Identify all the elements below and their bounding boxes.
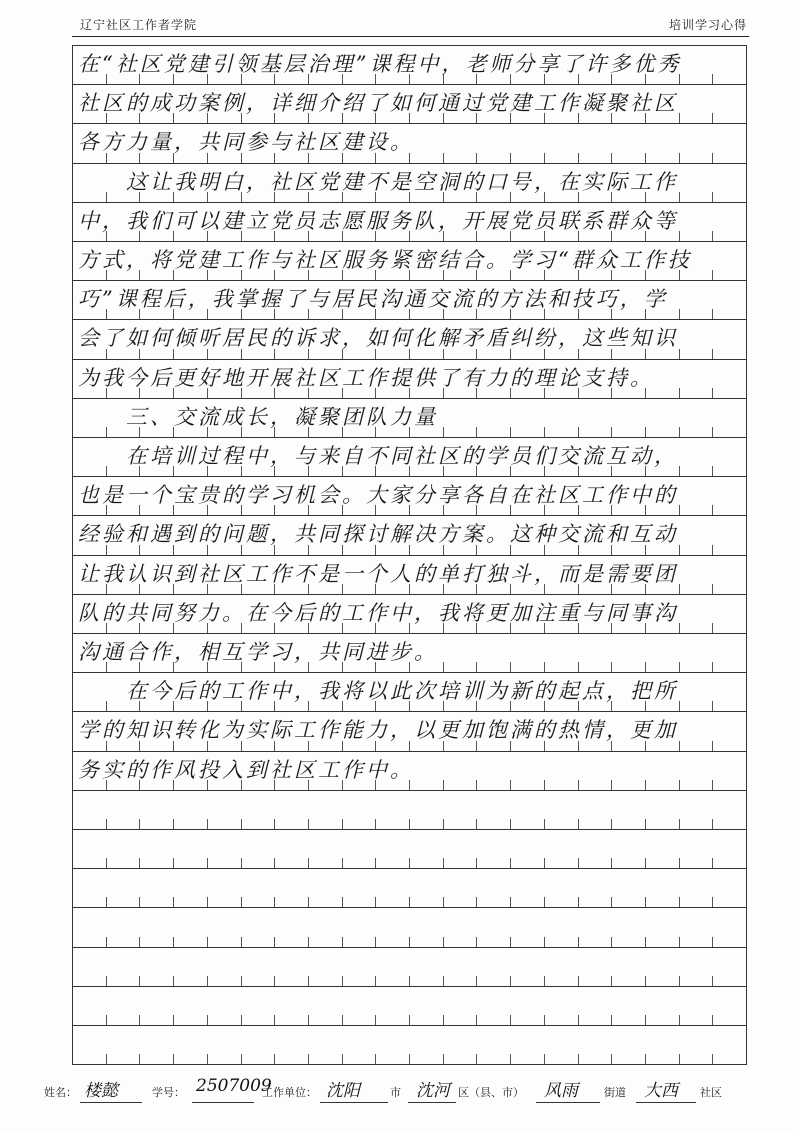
handwritten-line bbox=[78, 868, 742, 907]
community-label: 社区 bbox=[700, 1086, 722, 1099]
id-signature: 2507009 bbox=[196, 1076, 272, 1096]
handwritten-line: 方式，将党建工作与社区服务紧密结合。学习“群众工作技 bbox=[78, 248, 692, 272]
handwritten-line: 学的知识转化为实际工作能力，以更加饱满的热情，更加 bbox=[78, 718, 678, 743]
city-label: 市 bbox=[390, 1086, 401, 1099]
street-signature: 风雨 bbox=[544, 1081, 578, 1101]
name-label: 姓名： bbox=[44, 1086, 77, 1099]
handwritten-line bbox=[78, 829, 742, 868]
handwritten-line: 这让我明白，社区党建不是空洞的口号，在实际工作 bbox=[78, 169, 678, 194]
handwritten-line: 巧”课程后，我掌握了与居民沟通交流的方法和技巧，学 bbox=[78, 287, 668, 312]
grid-row-line bbox=[72, 1064, 746, 1065]
street-label: 街道 bbox=[604, 1086, 626, 1099]
handwritten-line: 务实的作风投入到社区工作中。 bbox=[78, 757, 414, 782]
handwritten-line: 队的共同努力。在今后的工作中，我将更加注重与同事沟 bbox=[78, 600, 678, 625]
handwritten-line: 各方力量，共同参与社区建设。 bbox=[78, 130, 414, 155]
city-signature: 沈阳 bbox=[326, 1081, 360, 1101]
handwritten-line: 三、交流成长，凝聚团队力量 bbox=[78, 404, 438, 429]
handwritten-line bbox=[78, 1025, 742, 1064]
id-underline bbox=[192, 1102, 254, 1103]
page-heading: 培训学习心得 bbox=[668, 18, 747, 32]
district-underline bbox=[408, 1102, 456, 1103]
handwritten-line: 为我今后更好地开展社区工作提供了有力的理论支持。 bbox=[78, 365, 654, 390]
academy-header: 辽宁社区工作者学院 bbox=[80, 18, 198, 32]
handwritten-line bbox=[78, 986, 742, 1025]
handwritten-line: 也是一个宝贵的学习机会。大家分享各自在社区工作中的 bbox=[78, 483, 678, 508]
name-underline bbox=[80, 1102, 142, 1103]
district-signature: 沈河 bbox=[416, 1081, 450, 1101]
handwritten-line bbox=[78, 790, 742, 829]
district-label: 区（县、市） bbox=[458, 1086, 524, 1099]
name-signature: 楼懿 bbox=[84, 1081, 118, 1101]
header-rule bbox=[72, 36, 749, 37]
handwritten-line: 在“社区党建引领基层治理”课程中，老师分享了许多优秀 bbox=[78, 52, 682, 76]
community-signature: 大西 bbox=[644, 1081, 678, 1101]
id-label: 学号： bbox=[152, 1086, 185, 1099]
handwritten-line bbox=[78, 947, 742, 986]
handwritten-line: 会了如何倾听居民的诉求，如何化解矛盾纠纷，这些知识 bbox=[78, 326, 678, 351]
city-underline bbox=[320, 1102, 388, 1103]
handwritten-line: 沟通合作，相互学习，共同进步。 bbox=[78, 640, 438, 664]
unit-label: 工作单位： bbox=[262, 1086, 317, 1099]
community-underline bbox=[636, 1102, 696, 1103]
footer-info bbox=[44, 1076, 759, 1112]
grid-right-border bbox=[746, 45, 747, 1065]
handwritten-line: 社区的成功案例，详细介绍了如何通过党建工作凝聚社区 bbox=[78, 91, 678, 116]
handwritten-line bbox=[78, 907, 742, 946]
handwritten-line: 在今后的工作中，我将以此次培训为新的起点，把所 bbox=[78, 679, 678, 704]
handwritten-line: 让我认识到社区工作不是一个人的单打独斗，而是需要团 bbox=[78, 561, 678, 586]
handwritten-line: 经验和遇到的问题，共同探讨解决方案。这种交流和互动 bbox=[78, 522, 678, 547]
writing-grid bbox=[72, 45, 746, 1065]
street-underline bbox=[536, 1102, 600, 1103]
handwritten-line: 在培训过程中，与来自不同社区的学员们交流互动， bbox=[78, 444, 678, 468]
handwritten-line: 中，我们可以建立党员志愿服务队，开展党员联系群众等 bbox=[78, 208, 678, 233]
